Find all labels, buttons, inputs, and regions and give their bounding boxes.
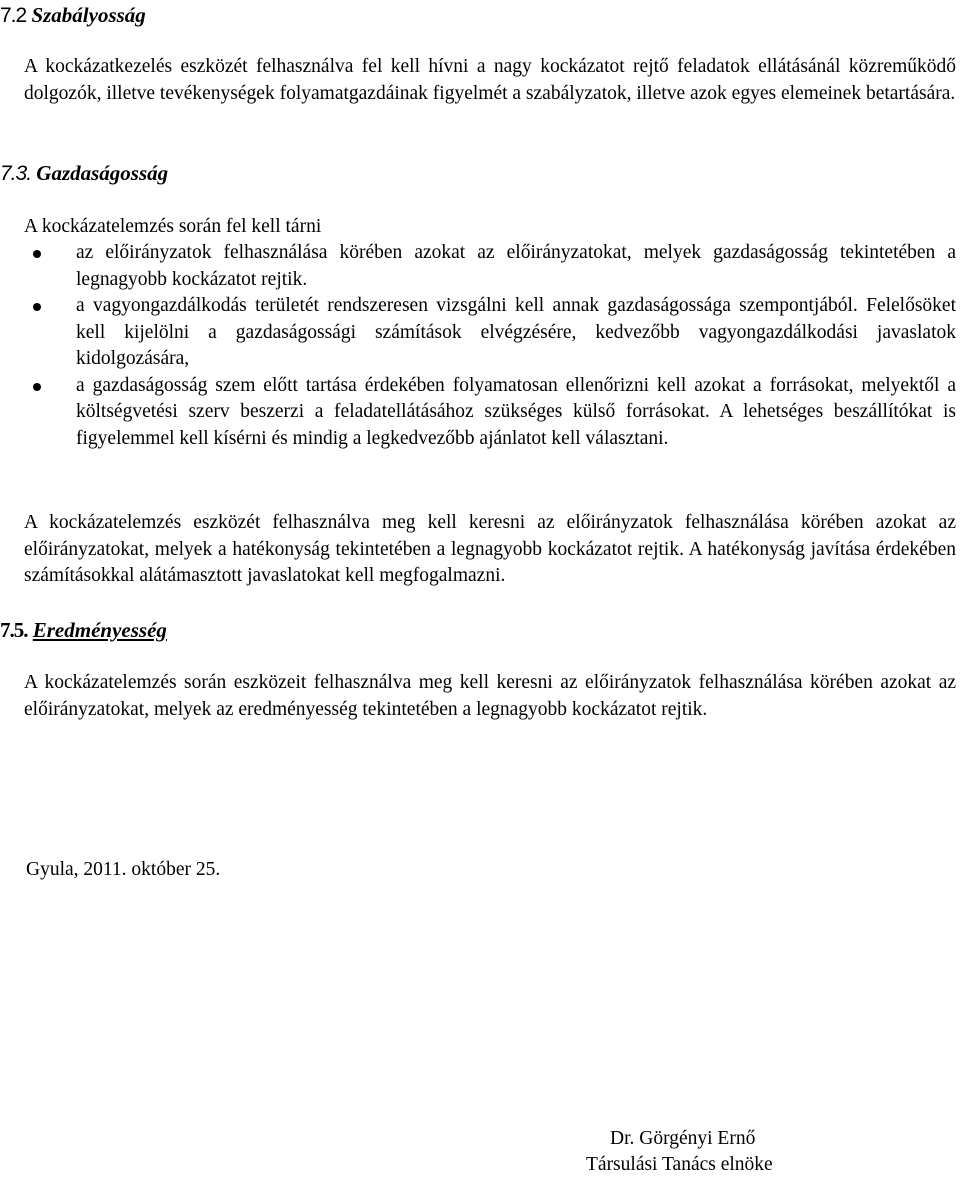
list-item-text: a gazdaságosság szem előtt tartása érdekében folyamatosan ellenőrizni kell azokat a forrásokat, melyektől a költségvetési szerv beszerzi a feladatellátásához szükséges külső forrásokat. A lehetséges beszállítókat is figyelemmel kell kísérni és mindig a legkedvezőbb ajánlatot kell választani. bbox=[76, 374, 956, 449]
bullet-icon bbox=[33, 303, 41, 311]
section-number: 7.3. bbox=[0, 162, 32, 185]
list-item-text: az előirányzatok felhasználása körében azokat az előirányzatokat, melyek gazdaságosság tekintetében a legnagyobb kockázatot rejtik. bbox=[76, 242, 956, 290]
bullet-list-gazdasagossag bbox=[0, 240, 956, 452]
section-title: Gazdaságosság bbox=[36, 161, 169, 185]
paragraph-szabalyossag: A kockázatkezelés eszközét felhasználva fel kell hívni a nagy kockázatot rejtő feladatok ellátásánál közreműködő dolgozók, illetve tevékenységek folyamatgazdáinak figyelmét a szabályzatok, illetve azok egyes elemeinek betartására. bbox=[24, 56, 956, 104]
section-number: 7.5. bbox=[0, 618, 28, 642]
list-item bbox=[0, 373, 956, 453]
section-title: Eredményesség bbox=[32, 618, 167, 642]
signer-name: Dr. Görgényi Ernő bbox=[610, 1128, 756, 1149]
list-item-text: a vagyongazdálkodás területét rendszeresen vizsgálni kell annak gazdaságossága szempontjából. Felelősöket kell kijelölni a gazdaságossági számítások elvégzésére, kedvezőbb vagyongazdálkodási javaslatok kidolgozására, bbox=[76, 295, 956, 369]
section-number: 7.2 bbox=[0, 4, 27, 27]
bullet-icon bbox=[33, 250, 41, 258]
bullet-icon bbox=[33, 383, 41, 391]
place-date: Gyula, 2011. október 25. bbox=[26, 859, 221, 880]
section-heading-7-2 bbox=[0, 2, 146, 29]
paragraph-intro-gazdasagossag: A kockázatelemzés során fel kell tárni bbox=[24, 216, 322, 237]
paragraph-eredmenyesseg: A kockázatelemzés során eszközeit felhasználva meg kell keresni az előirányzatok felhasználása körében azokat az előirányzatokat, melyek az eredményesség tekintetében a legnagyobb kockázatot rejtik. bbox=[24, 672, 956, 720]
signer-title: Társulási Tanács elnöke bbox=[586, 1154, 773, 1175]
paragraph-hatekonysag: A kockázatelemzés eszközét felhasználva meg kell keresni az előirányzatok felhasználása körében azokat az előirányzatokat, melyek a hatékonyság tekintetében a legnagyobb kockázatot rejtik. A hatékonyság javítása érdekében számításokkal alátámasztott javaslatokat kell megfogalmazni. bbox=[24, 512, 956, 586]
section-heading-7-5 bbox=[0, 617, 167, 643]
section-title: Szabályosság bbox=[31, 3, 146, 27]
list-item bbox=[0, 240, 956, 293]
list-item bbox=[0, 293, 956, 373]
section-heading-7-3 bbox=[0, 160, 168, 187]
